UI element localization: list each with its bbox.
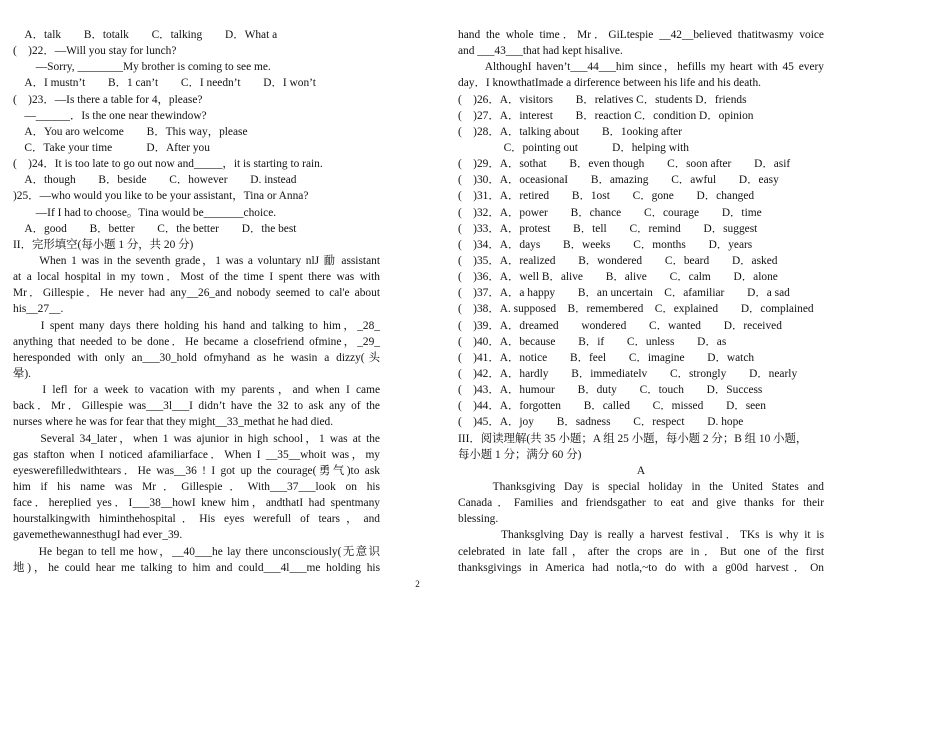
text-line: face．hereplied yes．I___38__howI knew him，andthatI had spentmany xyxy=(13,497,380,510)
text-line: A xyxy=(636,464,646,477)
text-line: AlthoughI haven’t___44___him since，hefills my heart with 45 every xyxy=(458,61,824,74)
text-line: ( )28．A．talking about B．1ooking after xyxy=(458,125,682,138)
text-line: 晕). xyxy=(13,367,32,380)
text-line: him if his name was Mr．Gillespie．With___37___look on his xyxy=(13,480,380,493)
text-line: at a local hospital in my town．Most of the time I spent there was with xyxy=(13,271,380,284)
text-line: day．I knowthatImade a dirference between his life and his death. xyxy=(458,77,761,90)
text-line: hourstalkingwith himinthehospital．His eyes werefull of tears，and xyxy=(13,513,380,526)
text-line: Several 34_later，when 1 was ajunior in high school，1 was at the xyxy=(13,432,380,445)
text-line: C．Take your time D．After you xyxy=(13,141,210,154)
text-line: anything that needed to be done．He became a closefriend ofmine，_29_ xyxy=(13,335,380,348)
left-column xyxy=(13,27,380,576)
text-line: ( )45．A．joy B．sadness C．respect D. hope xyxy=(458,416,744,429)
text-line: When 1 was in the seventh grade，1 was a voluntary nlJ 勔 assistant xyxy=(13,254,380,267)
right-column xyxy=(458,27,824,576)
text-line: ( )29．A．sothat B．even though C．soon after D．asif xyxy=(458,158,791,171)
text-line: blessing. xyxy=(458,513,499,526)
text-line: 地)，he could hear me talking to him and could___4l___me holding his xyxy=(13,561,380,574)
text-line: thanksgivings in America had notla,~to do with a g00d harvest．On xyxy=(458,561,824,574)
text-line: ( )44．A．forgotten B．called C．missed D．seen xyxy=(458,400,766,413)
text-line: ( )41．A．notice B．feel C．imagine D．watch xyxy=(458,351,755,364)
text-line: ( )33．A．protest B．tell C．remind D．suggest xyxy=(458,222,758,235)
text-line: ( )36．A．well B．alive B．alive C．calm D．alone xyxy=(458,271,778,284)
text-line: A．good B．better C．the better D．the best xyxy=(13,222,297,235)
page-number: 2 xyxy=(415,579,420,589)
text-line: Mr．Gillespie．He never had any__26_and nobody seemed to cal'e about xyxy=(13,287,380,300)
text-line: ( )34．A．days B．weeks C．months D．years xyxy=(458,238,753,251)
text-line: Thanksglving Day is really a harvest festival．TKs is why it is xyxy=(458,529,824,542)
text-line: heresponded with only an___30_hold ofmyhand as he wasin a dizzy(头 xyxy=(13,351,380,364)
text-line: ( )24．It is too late to go out now and_____，it is starting to rain. xyxy=(13,158,323,171)
text-line: ( )40．A．because B．if C．unless D．as xyxy=(458,335,727,348)
text-line: nurses where he was for fear that they might__33_methat he had died. xyxy=(13,416,334,429)
text-line: ( )31．A．retired B．1ost C．gone D．changed xyxy=(458,190,755,203)
text-line: ( )42．A．hardly B．immediatelv C．strongly D．nearly xyxy=(458,367,798,380)
text-line: I spent many days there holding his hand and talking to him，_28_ xyxy=(13,319,380,332)
text-line: eyeswerefilledwithtears．He was__36 ! I got up the courage(勇气)to ask xyxy=(13,464,380,477)
text-line: —Sorry, ________My brother is coming to see me. xyxy=(13,61,271,74)
text-line: A．though B．beside C．however D. instead xyxy=(13,174,297,187)
text-line: back．Mr．Gillespie was___3l___I didn’t have the 32 to ask any of the xyxy=(13,400,380,413)
text-line: Canada．Families and friendsgather to eat and give thanks for their xyxy=(458,497,824,510)
text-line: ( )35．A．realized B．wondered C．beard D．asked xyxy=(458,254,778,267)
text-line: gas stafton when I noticed afamiliarface．When I __35__whoit was，my xyxy=(13,448,380,461)
text-line: ( )22．—Will you stay for lunch? xyxy=(13,45,177,58)
text-line: II．完形填空(每小题 1 分，共 20 分) xyxy=(13,238,194,251)
text-line: celebrated in late fall，after the crops are in．But one of the first xyxy=(458,545,824,558)
text-line: ( )32．A．power B．chance C．courage D．time xyxy=(458,206,762,219)
text-line: C．pointing out D．helping with xyxy=(458,141,689,154)
text-line: and ___43___that had kept hisalive. xyxy=(458,45,623,58)
text-line: ( )39．A．dreamed wondered C．wanted D．received xyxy=(458,319,782,332)
text-line: ( )23．—Is there a table for 4，please? xyxy=(13,93,203,106)
text-line: ( )27．A．interest B．reaction C．condition D．opinion xyxy=(458,109,754,122)
text-line: A．I mustn’t B．1 can’t C．I needn’t D．I won’t xyxy=(13,77,316,90)
text-line: I lefl for a week to vacation with my parents，and when I came xyxy=(13,384,380,397)
text-line: A．talk B．totalk C．talking D．What a xyxy=(13,29,278,41)
text-line: —______．Is the one near thewindow? xyxy=(13,109,207,122)
text-line: hand the whole time．Mr．GiLtespie __42__believed thatitwasmy voice xyxy=(458,29,824,41)
text-line: ( )26．A．visitors B．relatives C．students D．friends xyxy=(458,93,747,106)
text-line: )25．—who would you like to be your assistant，Tina or Anna? xyxy=(13,190,309,203)
text-line: III．阅读理解(共 35 小题；A 组 25 小题，每小题 2 分；B 组 10 小题， xyxy=(458,432,808,445)
text-line: Thanksgiving Day is special holiday in the United States and xyxy=(458,480,824,493)
text-line: ( )30．A．oceasionaI B．amazing C．awful D．easy xyxy=(458,174,779,187)
text-line: A．You aro welcome B．This way，please xyxy=(13,125,248,138)
text-line: ( )37．A．a happy B．an uncertain C．afamiliar D．a sad xyxy=(458,287,790,300)
text-line: ( )43．A．humour B．duty C．touch D．Success xyxy=(458,384,763,397)
text-line: gavemethewannesthugI had ever_39. xyxy=(13,529,183,542)
text-line: —If I had to choose。Tina would be_______choice. xyxy=(13,206,277,219)
text-line: his__27__. xyxy=(13,303,64,316)
text-line: ( )38．A. supposed B．remembered C．explained D．complained xyxy=(458,303,814,316)
text-line: He began to tell me how，__40___he lay there unconsciously(无意识 xyxy=(13,545,380,558)
text-line: 每小题 1 分；满分 60 分) xyxy=(458,448,582,461)
